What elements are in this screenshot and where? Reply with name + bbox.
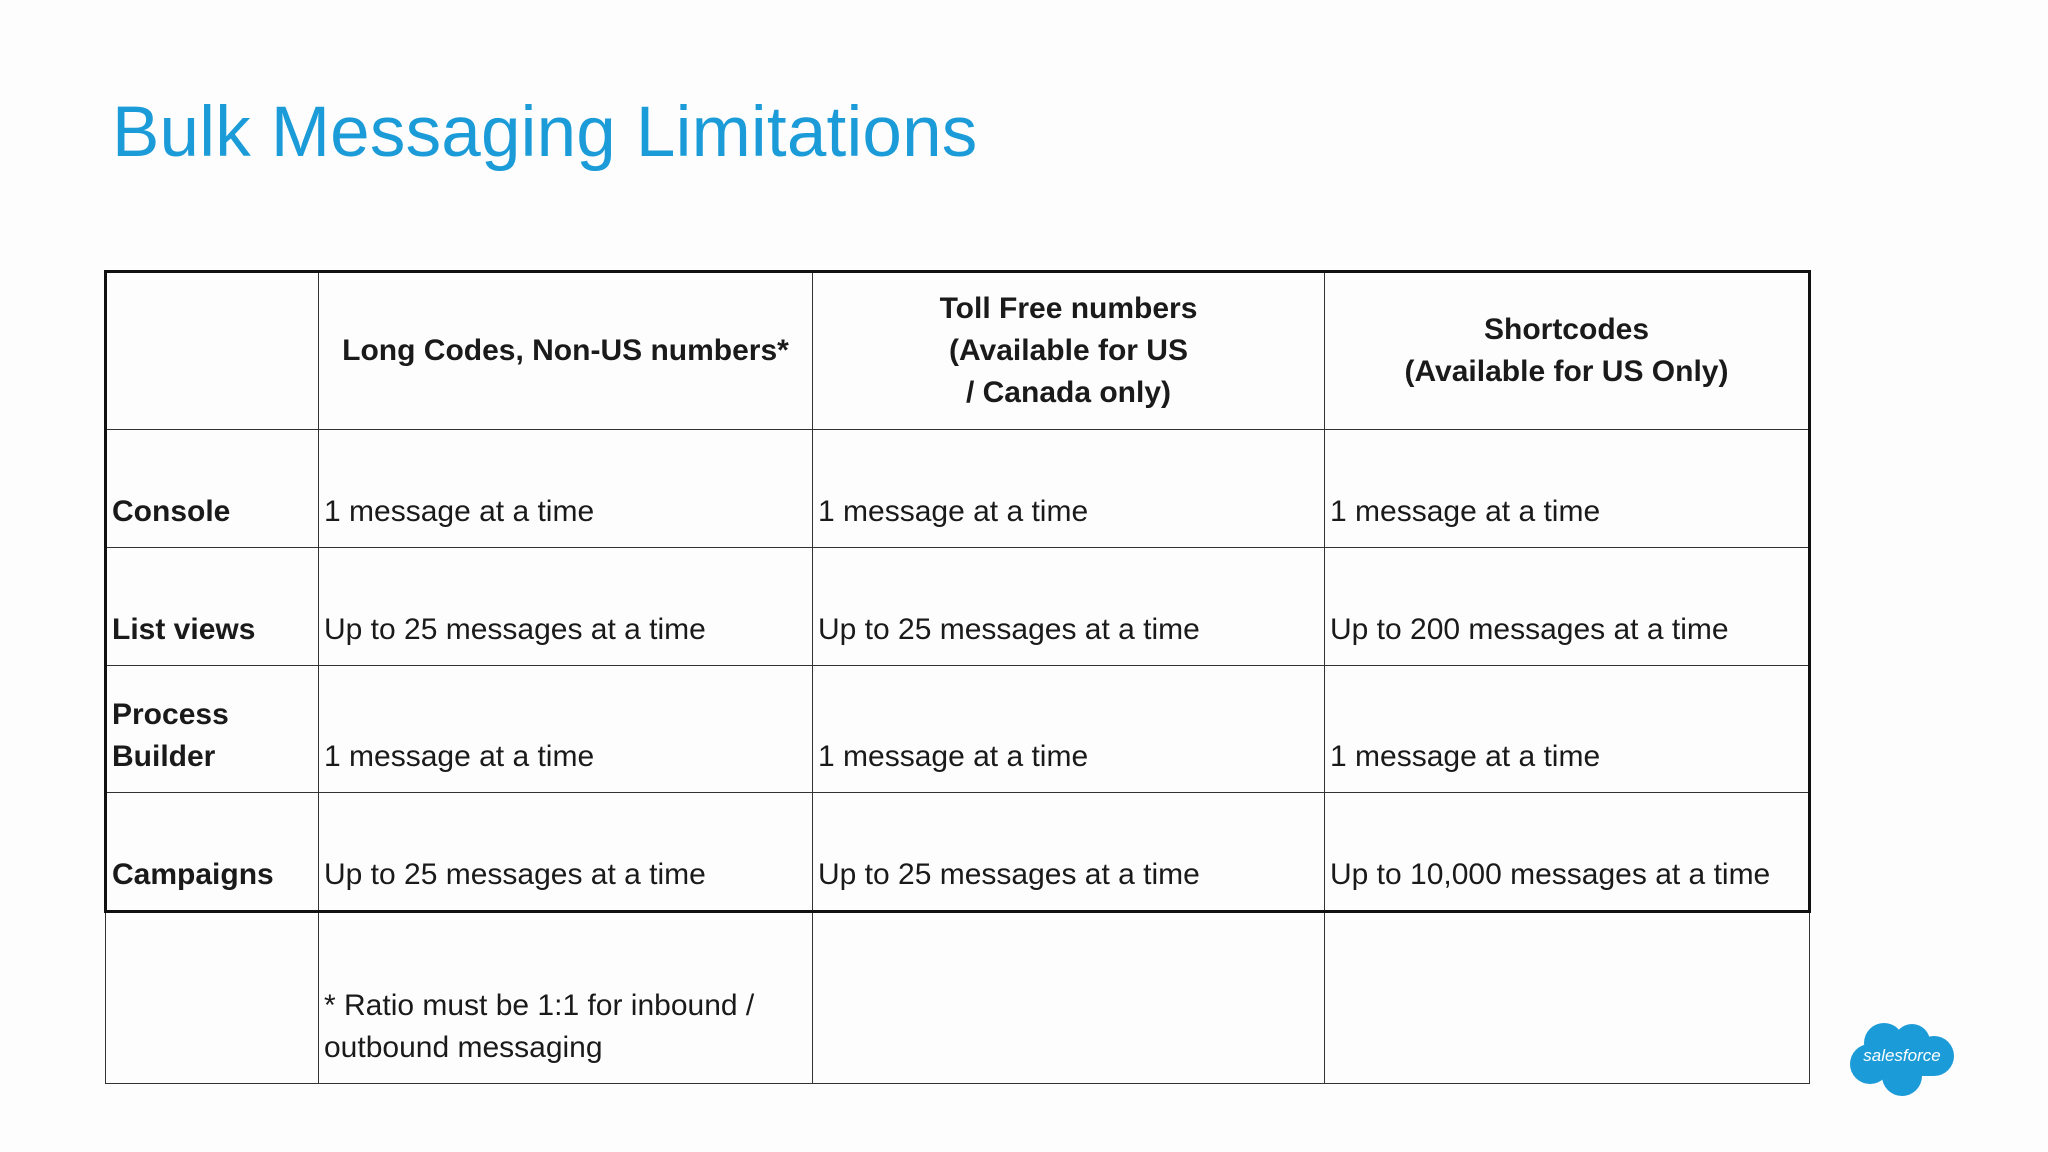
row-label-console: Console	[106, 430, 319, 548]
header-shortcodes-line: (Available for US Only)	[1404, 355, 1729, 388]
row-label-line: Process	[112, 698, 229, 731]
cell-long-codes: 1 message at a time	[319, 430, 813, 548]
cell-toll-free: Up to 25 messages at a time	[813, 548, 1325, 666]
header-shortcodes-line: Shortcodes	[1483, 313, 1650, 346]
footnote-line: * Ratio must be 1:1 for inbound /	[324, 989, 755, 1022]
header-shortcodes	[1325, 272, 1810, 430]
header-toll-free	[813, 272, 1325, 430]
cell-toll-free: 1 message at a time	[813, 666, 1325, 793]
table-row	[106, 548, 1810, 666]
row-label-list-views: List views	[106, 548, 319, 666]
cell-shortcodes: Up to 10,000 messages at a time	[1325, 793, 1810, 912]
footnote-empty-cell	[1325, 912, 1810, 1084]
header-toll-free-line: / Canada only)	[965, 376, 1172, 409]
row-label-campaigns: Campaigns	[106, 793, 319, 912]
row-label-line: Builder	[112, 740, 216, 773]
cell-long-codes: Up to 25 messages at a time	[319, 548, 813, 666]
header-toll-free-line: (Available for US	[949, 334, 1188, 367]
header-cell-empty	[106, 272, 319, 430]
footnote-line: outbound messaging	[324, 1031, 603, 1064]
cell-long-codes: 1 message at a time	[319, 666, 813, 793]
cell-toll-free: Up to 25 messages at a time	[813, 793, 1325, 912]
cell-shortcodes: 1 message at a time	[1325, 666, 1810, 793]
cell-toll-free: 1 message at a time	[813, 430, 1325, 548]
table-row	[106, 430, 1810, 548]
slide-title: Bulk Messaging Limitations	[112, 93, 978, 172]
limitations-table	[104, 270, 1811, 1084]
table-row	[106, 793, 1810, 912]
salesforce-logo	[1846, 1018, 1958, 1098]
header-long-codes-line: Long Codes, Non-US numbers*	[342, 334, 789, 367]
logo-text: salesforce	[1863, 1046, 1941, 1065]
table-header-row	[106, 272, 1810, 430]
header-long-codes	[319, 272, 813, 430]
row-label-process-builder	[106, 666, 319, 793]
footnote-empty-cell	[106, 912, 319, 1084]
cell-shortcodes: 1 message at a time	[1325, 430, 1810, 548]
footnote-row	[106, 912, 1810, 1084]
cell-long-codes: Up to 25 messages at a time	[319, 793, 813, 912]
footnote-empty-cell	[813, 912, 1325, 1084]
footnote-cell	[319, 912, 813, 1084]
table-row	[106, 666, 1810, 793]
cell-shortcodes: Up to 200 messages at a time	[1325, 548, 1810, 666]
header-toll-free-line: Toll Free numbers	[939, 292, 1198, 325]
